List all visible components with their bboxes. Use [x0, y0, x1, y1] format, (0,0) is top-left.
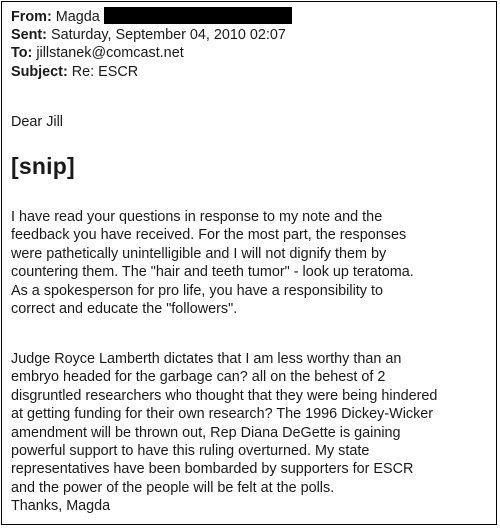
redaction-block — [104, 7, 292, 24]
sent-value: Saturday, September 04, 2010 02:07 — [50, 26, 286, 43]
paragraph-line: and the power of the people will be felt at the polls. — [11, 479, 335, 496]
to-value: jillstanek@comcast.net — [36, 45, 184, 61]
signoff: Thanks, Magda — [11, 498, 111, 515]
from-label: From: — [11, 9, 52, 25]
sent-row — [11, 26, 292, 45]
subject-row — [11, 63, 292, 82]
paragraph-line: feedback you have received. For the most part, the responses — [11, 227, 407, 244]
sent-label: Sent: — [11, 26, 47, 43]
paragraph-line: embryo headed for the garbage can? all on the behest of 2 — [11, 369, 386, 386]
paragraph-line: amendment will be thrown out, Rep Diana DeGette is gaining — [11, 424, 401, 441]
paragraph-1 — [11, 208, 414, 318]
subject-value: Re: ESCR — [71, 63, 139, 80]
paragraph-line: powerful support to have this ruling overturned. My state — [11, 442, 370, 459]
paragraph-line: were pathetically unintelligible and I will not dignify them by — [11, 245, 387, 262]
from-value: Magda — [55, 9, 100, 25]
paragraph-line: disgruntled researchers who thought that they were being hindered — [11, 387, 438, 404]
from-row — [11, 7, 292, 26]
paragraph-line: at getting funding for their own research? The 1996 Dickey-Wicker — [11, 406, 434, 423]
paragraph-line: representatives have been bombarded by supporters for ESCR — [11, 461, 414, 478]
salutation: Dear Jill — [11, 114, 63, 130]
paragraph-line: I have read your questions in response to my note and the — [11, 209, 383, 225]
paragraph-2 — [11, 350, 437, 516]
paragraph-line: Judge Royce Lamberth dictates that I am less worthy than an — [11, 351, 402, 367]
subject-label: Subject: — [11, 63, 68, 80]
snip-marker: [snip] — [11, 153, 75, 179]
email-header — [11, 7, 292, 81]
paragraph-line: correct and educate the "followers". — [11, 300, 238, 317]
paragraph-line: As a spokesperson for pro life, you have a responsibility to — [11, 282, 383, 299]
to-label: To: — [11, 45, 33, 61]
paragraph-line: countering them. The "hair and teeth tumor" - look up teratoma. — [11, 264, 414, 281]
to-row — [11, 44, 292, 63]
